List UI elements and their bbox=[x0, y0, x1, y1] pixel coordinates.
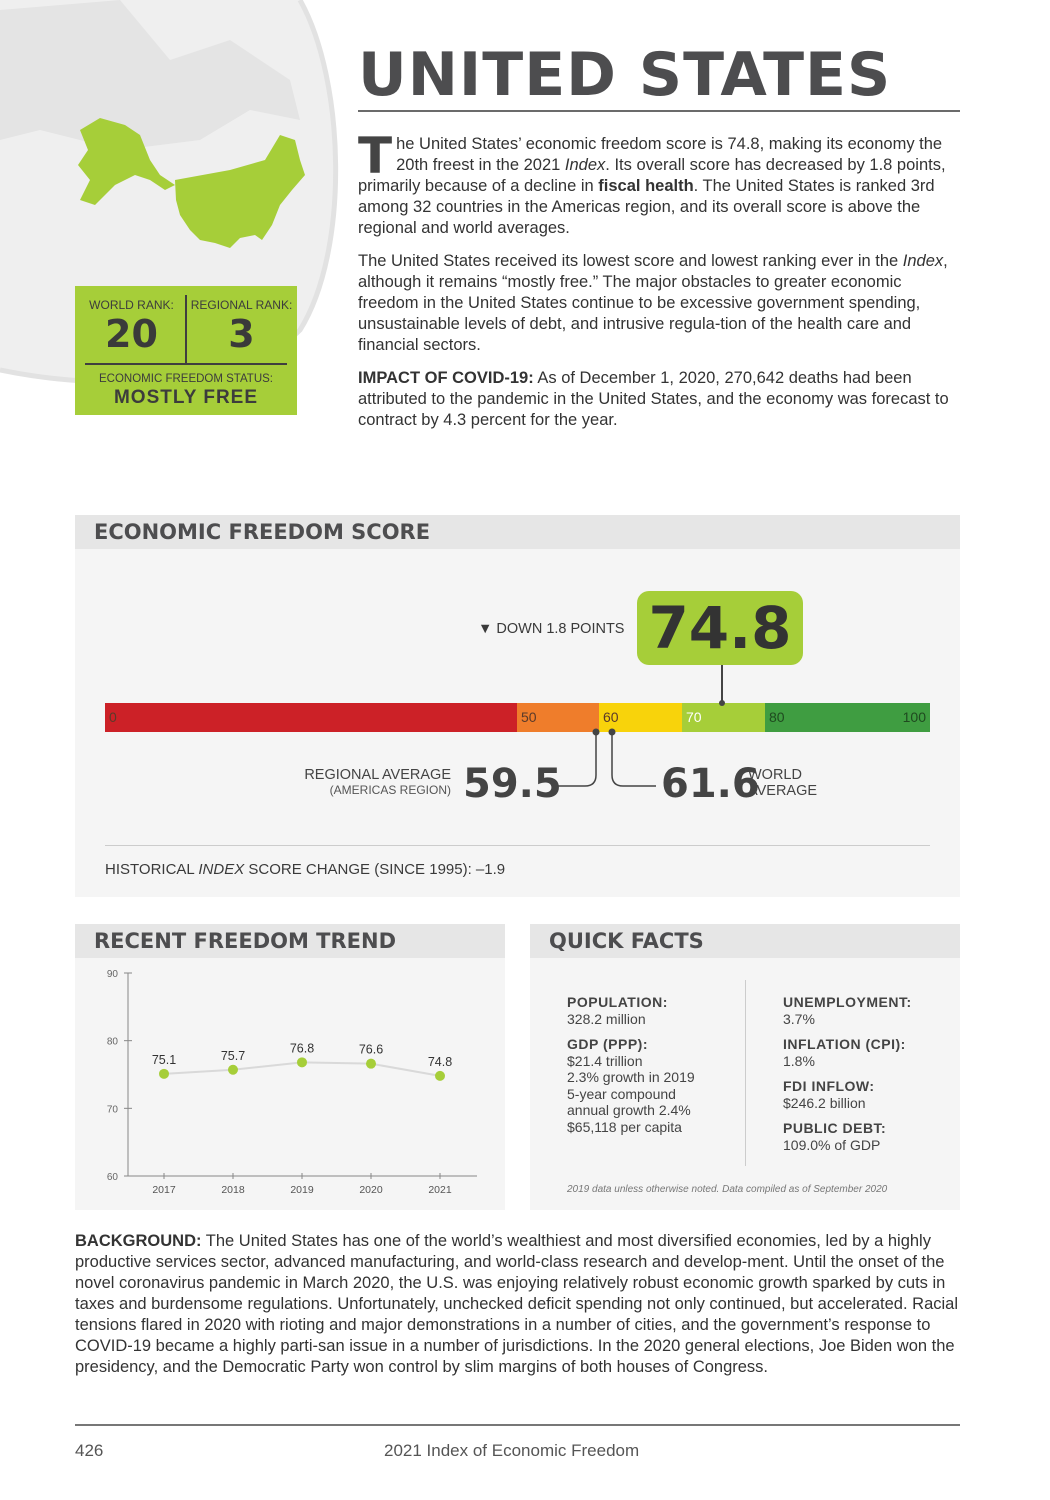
quick-facts-note: 2019 data unless otherwise noted. Data compiled as of September 2020 bbox=[567, 1184, 888, 1195]
data-point bbox=[435, 1071, 445, 1081]
score-heading: ECONOMIC FREEDOM SCORE bbox=[75, 515, 960, 549]
fact-value: 2.3% growth in 2019 bbox=[567, 1069, 695, 1085]
fact-value: 1.8% bbox=[783, 1052, 815, 1069]
regional-rank-label: REGIONAL RANK: bbox=[190, 298, 293, 312]
y-tick-label: 70 bbox=[106, 1104, 118, 1116]
freedom-status bbox=[75, 373, 297, 409]
score-change: ▼ DOWN 1.8 POINTS bbox=[478, 621, 625, 637]
regional-rank-value: 3 bbox=[228, 312, 255, 356]
intro-paragraph-1: The United States’ economic freedom score is 74.8, making its economy the 20th freest in the 2021 Index. Its overall score has decreased by 1.8 points, primarily because of a decline in fiscal health. The United States is ranked 3rd among 32 countries in the Americas region, and its overall score is above the regional and world averages. bbox=[358, 127, 946, 237]
intro-paragraph-3: IMPACT OF COVID-19: As of December 1, 2020, 270,642 deaths had been attributed to the pandemic in the United States, and the economy was forecast to contract by 4.3 percent for the year. bbox=[358, 369, 949, 429]
scale-segment-moderately-free bbox=[599, 703, 682, 732]
scale-tick-70: 70 bbox=[686, 709, 702, 725]
world-average-label: WORLD AVERAGE bbox=[748, 767, 818, 799]
data-label: 74.8 bbox=[427, 1054, 453, 1069]
rank-divider bbox=[185, 295, 187, 363]
world-rank bbox=[79, 298, 184, 356]
fact-value: 109.0% of GDP bbox=[783, 1136, 881, 1153]
fact-label: GDP (PPP): bbox=[567, 1036, 648, 1052]
world-average-value: 61.6 bbox=[661, 761, 760, 807]
score-pointer-line bbox=[721, 665, 723, 702]
quick-facts-left-column bbox=[567, 994, 737, 1144]
data-label: 76.8 bbox=[289, 1041, 315, 1056]
right-fact bbox=[783, 1120, 953, 1153]
scale-segment-repressed bbox=[105, 703, 517, 732]
fact-value: 3.7% bbox=[783, 1010, 815, 1027]
historical-divider bbox=[105, 845, 930, 846]
scale-tick-50: 50 bbox=[521, 709, 537, 725]
intro-paragraph-2: The United States received its lowest score and lowest ranking ever in the Index, although it remains “mostly free.” The major obstacles to greater economic freedom in the United States continue to be excessive government spending, unsustainable levels of debt, and intrusive regula-tion of the health care and financial sectors. bbox=[358, 252, 948, 354]
y-tick-label: 80 bbox=[106, 1036, 118, 1048]
trend-heading: RECENT FREEDOM TREND bbox=[75, 924, 505, 958]
right-fact bbox=[783, 994, 953, 1027]
scale-segment-free bbox=[765, 703, 930, 732]
data-label: 75.7 bbox=[220, 1048, 246, 1063]
fact-value: 328.2 million bbox=[567, 1010, 646, 1027]
quick-facts-divider bbox=[745, 980, 746, 1166]
world-rank-value: 20 bbox=[105, 312, 158, 356]
scale-tick-0: 0 bbox=[109, 709, 117, 725]
x-tick-label: 2019 bbox=[290, 1184, 314, 1196]
world-rank-label: WORLD RANK: bbox=[89, 298, 174, 312]
x-tick-label: 2018 bbox=[221, 1184, 245, 1196]
trend-chart bbox=[75, 958, 505, 1210]
fact-label: PUBLIC DEBT: bbox=[783, 1120, 887, 1136]
page-number: 426 bbox=[75, 1441, 104, 1460]
fact-value: $65,118 per capita bbox=[567, 1118, 682, 1135]
background-paragraph: BACKGROUND: The United States has one of the world’s wealthiest and most diversified economies, led by a highly productive services sector, advanced manufacturing, and world-class research and develop-ment. Until the onset of the novel coronavirus pandemic in March 2020, the U.S. was enjoying relatively robust economic growth sparked by cuts in taxes and burdensome regulations. Unfortunately, unchecked deficit spending not only continued, but accelerated. Racial tensions flared in 2020 with rioting and major demonstrations in a number of cities, and the government’s response to COVID-19 became a highly parti-san issue in a number of jurisdictions. In the 2020 general elections, Joe Biden won the presidency, and the Democratic Party won control by slim margins of both houses of Congress. bbox=[75, 1232, 958, 1376]
fact-label: INFLATION (CPI): bbox=[783, 1036, 906, 1052]
intro-text bbox=[358, 127, 960, 443]
fact-label: FDI INFLOW: bbox=[783, 1078, 875, 1094]
fact-value: $246.2 billion bbox=[783, 1094, 866, 1111]
fact-value: annual growth 2.4% bbox=[567, 1102, 691, 1118]
scale-segment-mostly-free bbox=[682, 703, 765, 732]
freedom-status-value: MOSTLY FREE bbox=[113, 387, 259, 408]
scale-tick-80: 80 bbox=[769, 709, 785, 725]
footer-title: 2021 Index of Economic Freedom bbox=[384, 1441, 640, 1460]
quick-facts-right-column bbox=[783, 994, 953, 1162]
data-point bbox=[159, 1069, 169, 1079]
scale-segment-mostly-unfree bbox=[517, 703, 599, 732]
regional-rank bbox=[189, 298, 294, 356]
fact-value: $21.4 trillion bbox=[567, 1052, 643, 1069]
right-fact bbox=[783, 1078, 953, 1111]
left-fact bbox=[567, 994, 737, 1027]
x-tick-label: 2021 bbox=[428, 1184, 452, 1196]
freedom-status-label: ECONOMIC FREEDOM STATUS: bbox=[99, 373, 273, 385]
scale-tick-60: 60 bbox=[603, 709, 619, 725]
page-title: UNITED STATES bbox=[358, 40, 892, 110]
fact-label: POPULATION: bbox=[567, 994, 668, 1010]
y-tick-label: 60 bbox=[106, 1172, 118, 1183]
y-tick-label: 90 bbox=[106, 969, 118, 980]
quick-facts-heading: QUICK FACTS bbox=[530, 924, 960, 958]
fact-value: 5-year compound bbox=[567, 1085, 676, 1102]
data-point bbox=[297, 1057, 307, 1067]
x-tick-label: 2020 bbox=[359, 1184, 383, 1196]
regional-average-value: 59.5 bbox=[463, 761, 562, 807]
right-fact bbox=[783, 1036, 953, 1069]
drop-cap: T bbox=[358, 127, 393, 185]
title-divider bbox=[358, 110, 960, 112]
data-label: 76.6 bbox=[358, 1042, 384, 1057]
scale-tick-100: 100 bbox=[902, 709, 926, 725]
overall-score: 74.8 bbox=[637, 591, 803, 665]
data-label: 75.1 bbox=[151, 1052, 177, 1067]
footer-rule bbox=[75, 1424, 960, 1426]
data-point bbox=[228, 1065, 238, 1075]
x-tick-label: 2017 bbox=[152, 1184, 176, 1196]
historical-score-change: HISTORICAL INDEX SCORE CHANGE (SINCE 1995): –1.9 bbox=[105, 861, 506, 878]
left-fact bbox=[567, 1036, 737, 1135]
data-point bbox=[366, 1059, 376, 1069]
fact-label: UNEMPLOYMENT: bbox=[783, 994, 912, 1010]
rank-box bbox=[75, 286, 297, 415]
regional-average-label: REGIONAL AVERAGE (AMERICAS REGION) bbox=[304, 767, 451, 797]
rank-rule bbox=[85, 363, 287, 365]
